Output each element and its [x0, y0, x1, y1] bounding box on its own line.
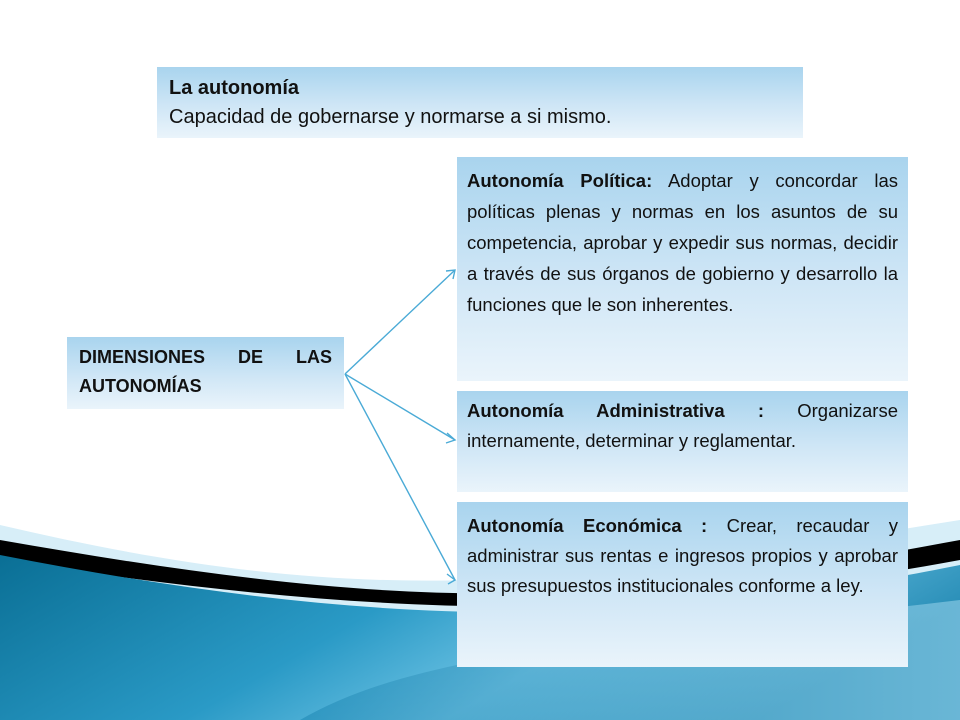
politica-title: Autonomía Política:	[467, 170, 653, 191]
economica-box	[457, 502, 908, 667]
administrativa-text: Organizarse internamente, determinar y reglamentar.	[467, 400, 898, 451]
dimensions-box	[67, 337, 344, 409]
politica-text: Adoptar y concordar las políticas plenas y normas en los asuntos de su competencia, aprobar y expedir sus normas, decidir a través de sus órganos de gobierno y desarrollo la funciones que le son inherentes.	[467, 170, 899, 315]
autonomy-definition-box	[157, 67, 803, 138]
politica-box	[457, 157, 908, 381]
arrow-to-politica	[345, 270, 455, 374]
economica-text: Crear, recaudar y administrar sus rentas e ingresos propios y aprobar sus presupuestos institucionales conforme a ley.	[467, 515, 898, 596]
arrow-to-economica	[345, 374, 455, 580]
dimensions-label: DIMENSIONES DE LAS AUTONOMÍAS	[79, 347, 332, 396]
administrativa-title: Autonomía Administrativa :	[467, 400, 765, 421]
administrativa-box	[457, 391, 908, 492]
autonomy-title: La autonomía	[169, 77, 300, 99]
arrow-to-administrativa	[345, 374, 455, 440]
economica-title: Autonomía Económica :	[467, 515, 708, 536]
autonomy-definition: Capacidad de gobernarse y normarse a si mismo.	[169, 106, 612, 128]
